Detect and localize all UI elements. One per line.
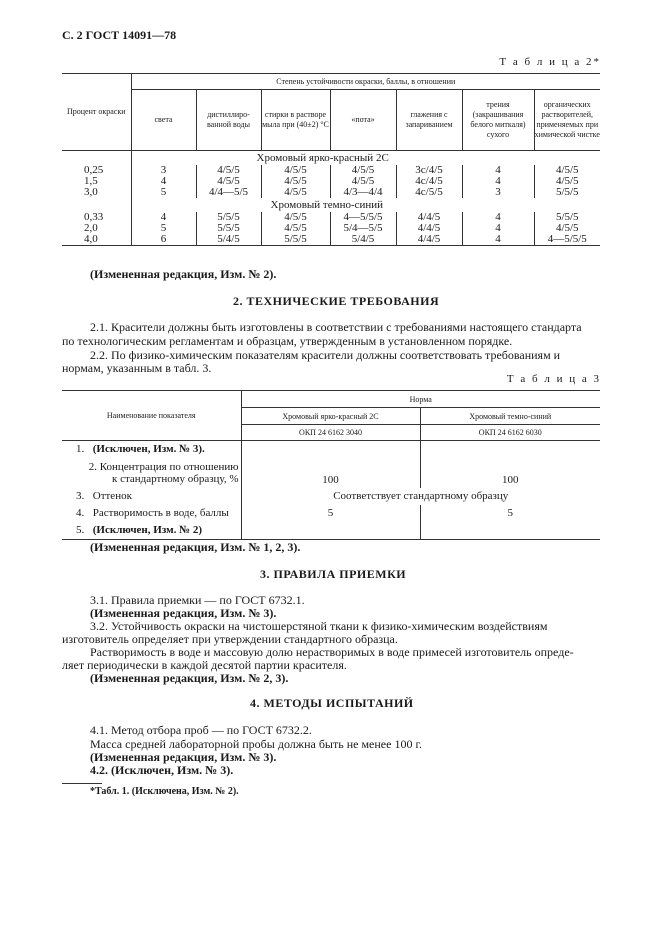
- cell: 4: [462, 165, 534, 176]
- cell: 1,5: [84, 175, 98, 187]
- paragraph: 3.2. Устойчивость окраски на чистошерстяной ткани к физико-химическим воздействиям: [90, 619, 548, 633]
- paragraph: ляет периодически в каждой десятой партии красителя.: [62, 658, 347, 672]
- col-header-okp2: ОКП 24 6162 6030: [420, 425, 600, 441]
- paragraph: Растворимость в воде и массовую долю нерастворимых в воде примесей изготовитель опреде-: [90, 645, 574, 659]
- cell: 5/4—5/5: [330, 223, 396, 234]
- cell: 4/5/5: [330, 165, 396, 176]
- paragraph: Масса средней лабораторной пробы должна быть не менее 100 г.: [90, 737, 423, 751]
- cell: 4/4/5: [396, 212, 462, 223]
- cell: 4: [462, 176, 534, 187]
- amendment-note: (Измененная редакция, Изм. № 3).: [90, 750, 277, 764]
- amendment-note: (Измененная редакция, Изм. № 2).: [90, 267, 277, 281]
- cell: 4/5/5: [534, 176, 600, 187]
- col-header: глажения с запариванием: [396, 90, 462, 151]
- col-header-norm: Норма: [241, 391, 600, 408]
- cell: 4/5/5: [261, 176, 330, 187]
- cell: 4/5/5: [534, 165, 600, 176]
- col-header-dye1: Хромовый ярко-красный 2С: [241, 408, 420, 425]
- cell: 4с/4/5: [396, 176, 462, 187]
- amendment-note: (Измененная редакция, Изм. № 1, 2, 3).: [90, 540, 301, 554]
- cell: 5/5/5: [534, 187, 600, 198]
- col-header: света: [131, 90, 196, 151]
- col-header-percent: Процент окраски: [62, 74, 131, 151]
- cell: 3,0: [84, 186, 98, 198]
- cell: 4—5/5/5: [330, 212, 396, 223]
- cell: [420, 522, 600, 540]
- cell: 100: [241, 458, 420, 488]
- cell: 4/4—5/5: [196, 187, 261, 198]
- cell: 2,0: [84, 222, 98, 234]
- table3-caption: Т а б л и ц а 3: [506, 373, 601, 385]
- table-row: [62, 522, 600, 540]
- cell: 4/5/5: [196, 176, 261, 187]
- table2: [62, 73, 600, 246]
- cell: 4: [462, 234, 534, 246]
- table2-caption: Т а б л и ц а 2*: [499, 56, 601, 68]
- cell: 4: [462, 212, 534, 223]
- cell: 3: [131, 165, 196, 176]
- col-header: органических растворителей, применяемых при химической чистке: [534, 90, 600, 151]
- row-name: Оттенок: [92, 490, 132, 502]
- row-name: Растворимость в воде, баллы: [92, 507, 229, 519]
- table-row: [62, 505, 600, 522]
- cell: 0,25: [84, 164, 104, 176]
- col-header-okp1: ОКП 24 6162 3040: [241, 425, 420, 441]
- col-header: трения (закрашивания белого миткаля) сухого: [462, 90, 534, 151]
- paragraph: 3.1. Правила приемки — по ГОСТ 6732.1.: [90, 593, 305, 607]
- cell: 4/5/5: [261, 187, 330, 198]
- page-header: С. 2 ГОСТ 14091—78: [62, 28, 177, 42]
- row-name: к стандартному образцу, %: [112, 472, 239, 485]
- cell: 5/4/5: [196, 234, 261, 246]
- cell: 100: [502, 473, 519, 486]
- table3: [62, 390, 600, 540]
- paragraph: 4.1. Метод отбора проб — по ГОСТ 6732.2.: [90, 723, 312, 737]
- table-row: [62, 165, 600, 176]
- cell: 4/3—4/4: [330, 187, 396, 198]
- row-name: Концентрация по отношению: [99, 460, 239, 473]
- cell: 4/5/5: [261, 212, 330, 223]
- table-row: [62, 458, 600, 488]
- col-header-name: Наименование показателя: [62, 391, 241, 441]
- cell: [420, 441, 600, 458]
- cell: [241, 522, 420, 540]
- cell: 4/4/5: [396, 234, 462, 246]
- cell: 5/5/5: [261, 234, 330, 246]
- cell: 6: [131, 234, 196, 246]
- paragraph: нормам, указанным в табл. 3.: [62, 361, 212, 375]
- table-row: [62, 488, 600, 505]
- paragraph: по технологическим регламентам и образцам, утвержденным в установленном порядке.: [62, 334, 513, 348]
- cell: 5/5/5: [196, 223, 261, 234]
- col-header: стирки в растворе мыла при (40±2) °С: [261, 90, 330, 151]
- cell: 5/5/5: [534, 212, 600, 223]
- paragraph: 4.2. (Исключен, Изм. № 3).: [90, 763, 234, 777]
- cell: 3: [462, 187, 534, 198]
- row-name: (Исключен, Изм. № 2): [92, 524, 203, 537]
- cell: 4: [131, 212, 196, 223]
- table-row: [62, 187, 600, 198]
- cell-merged: Соответствует стандартному образцу: [333, 490, 509, 502]
- section-heading: 2. ТЕХНИЧЕСКИЕ ТРЕБОВАНИЯ: [233, 294, 440, 308]
- row-number: 1.: [76, 443, 85, 456]
- cell: 4/5/5: [534, 223, 600, 234]
- col-header: «пота»: [330, 90, 396, 151]
- group-title: Хромовый темно-синий: [131, 198, 600, 212]
- row-number: 3.: [76, 490, 85, 502]
- table-row: [62, 176, 600, 187]
- cell: 3с/4/5: [396, 165, 462, 176]
- footnote: *Табл. 1. (Исключена, Изм. № 2).: [90, 786, 239, 797]
- cell: 4с/5/5: [396, 187, 462, 198]
- col-header-dye2: Хромовый темно-синий: [420, 408, 600, 425]
- col-group-header: Степень устойчивости окраски, баллы, в отношении: [131, 74, 600, 90]
- paragraph: 2.2. По физико-химическим показателям красители должны соответствовать требованиям и: [90, 348, 561, 362]
- amendment-note: (Измененная редакция, Изм. № 3).: [90, 606, 277, 620]
- cell: 5: [131, 223, 196, 234]
- paragraph: 2.1. Красители должны быть изготовлены в соответствии с требованиями настоящего стандарта: [90, 320, 582, 334]
- cell: 4/4/5: [396, 223, 462, 234]
- cell: 4: [462, 223, 534, 234]
- cell: 4,0: [62, 234, 131, 246]
- table-row: [62, 441, 600, 458]
- row-number: 4.: [76, 507, 85, 519]
- cell: 4/5/5: [261, 165, 330, 176]
- row-name: (Исключен, Изм. № 3).: [92, 443, 205, 456]
- table-row: [62, 212, 600, 223]
- cell: 5/4/5: [330, 234, 396, 246]
- table-row: [62, 234, 600, 246]
- col-header: дистиллиро-ванной воды: [196, 90, 261, 151]
- section-heading: 4. МЕТОДЫ ИСПЫТАНИЙ: [250, 696, 414, 710]
- footnote-divider: [62, 783, 102, 784]
- row-number: 5.: [76, 524, 85, 537]
- cell: 4: [131, 176, 196, 187]
- cell: 0,33: [84, 211, 104, 223]
- cell: 5/5/5: [196, 212, 261, 223]
- table-row: [62, 223, 600, 234]
- cell: 4/5/5: [330, 176, 396, 187]
- cell: 5: [241, 505, 420, 522]
- cell: 5: [131, 187, 196, 198]
- row-number: 2.: [88, 460, 97, 473]
- cell: 4—5/5/5: [534, 234, 600, 246]
- paragraph: изготовитель определяет при утверждении стандартного образца.: [62, 632, 398, 646]
- cell: 5: [507, 507, 513, 519]
- section-heading: 3. ПРАВИЛА ПРИЕМКИ: [260, 567, 407, 581]
- cell: 4/5/5: [196, 165, 261, 176]
- group-title: Хромовый ярко-красный 2С: [131, 151, 600, 166]
- amendment-note: (Измененная редакция, Изм. № 2, 3).: [90, 671, 289, 685]
- cell: 4/5/5: [261, 223, 330, 234]
- cell: [241, 441, 420, 458]
